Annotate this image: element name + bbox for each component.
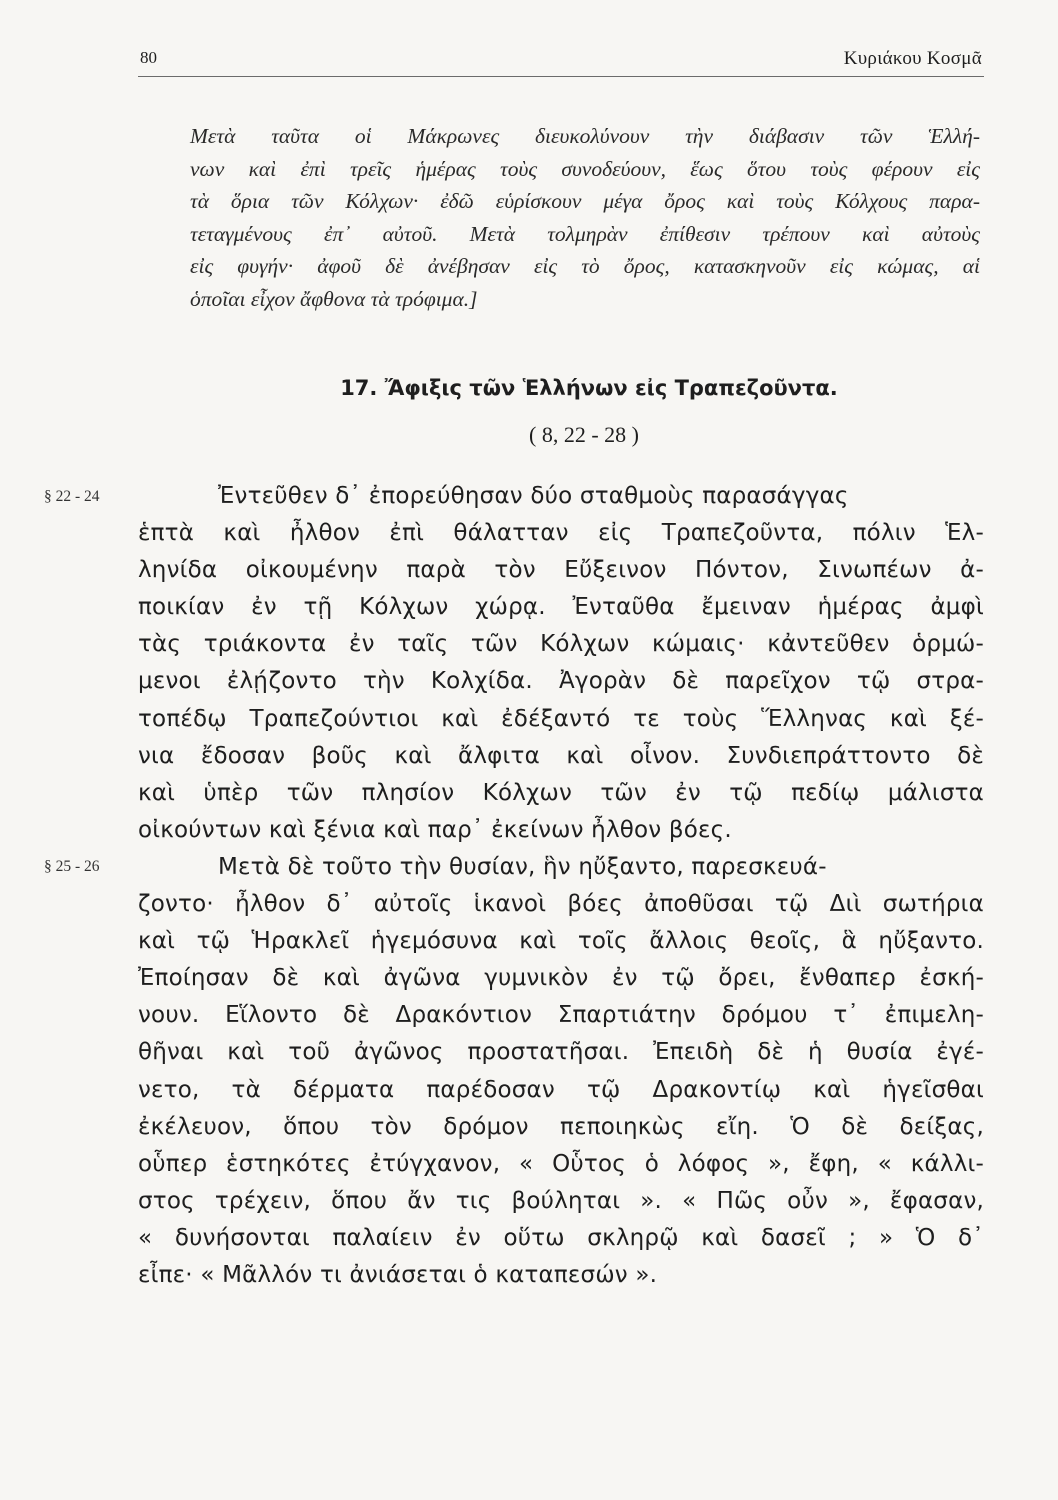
text-line: ληνίδα οἰκουμένην παρὰ τὸν Εὔξεινον Πόντον, Σινωπέων ἀ- [138,557,984,584]
summary-line: τὰ ὅρια τῶν Κόλχων· ἐδῶ εὑρίσκουν μέγα ὄρος καὶ τοὺς Κόλχους παρα- [190,189,980,214]
text-line: καὶ ὑπὲρ τῶν πλησίον Κόλχων τῶν ἐν τῷ πεδίῳ μάλιστα [138,779,984,806]
summary-italic-paragraph [190,120,980,316]
paragraph-2 [138,849,984,1294]
margin-reference: § 25 - 26 [44,858,100,875]
text-line: θῆναι καὶ τοῦ ἀγῶνος προστατῆσαι. Ἐπειδὴ δὲ ἡ θυσία ἐγέ- [138,1039,984,1066]
page-number: 80 [140,48,157,67]
text-line: νουν. Εἵλοντο δὲ Δρακόντιον Σπαρτιάτην δρόμου τ᾽ ἐπιμελη- [138,1002,984,1029]
text-line: νετο, τὰ δέρματα παρέδοσαν τῷ Δρακοντίῳ καὶ ἡγεῖσθαι [138,1076,984,1103]
text-line: καὶ τῷ Ἡρακλεῖ ἡγεμόσυνα καὶ τοῖς ἄλλοις θεοῖς, ἃ ηὔξαντο. [138,928,984,955]
text-line: οἰκούντων καὶ ξένια καὶ παρ᾽ ἐκείνων ἦλθον βόες. [138,816,732,843]
text-line: ζοντο· ἦλθον δ᾽ αὐτοῖς ἱκανοὶ βόες ἀποθῦσαι τῷ Διὶ σωτήρια [138,891,984,918]
text-line: Ἐποίησαν δὲ καὶ ἀγῶνα γυμνικὸν ἐν τῷ ὄρει, ἔνθαπερ ἐσκή- [138,965,984,992]
text-line: ἑπτὰ καὶ ἦλθον ἐπὶ θάλατταν εἰς Τραπεζοῦντα, πόλιν Ἑλ- [138,520,984,547]
summary-line: εἰς φυγήν· ἀφοῦ δὲ ἀνέβησαν εἰς τὸ ὄρος, κατασκηνοῦν εἰς κώμας, αἱ [190,254,980,279]
text-line: ἐκέλευον, ὅπου τὸν δρόμον πεποιηκὼς εἴη. Ὁ δὲ δείξας, [138,1113,984,1140]
text-line: Ἐντεῦθεν δ᾽ ἐπορεύθησαν δύο σταθμοὺς παρασάγγας [218,483,849,509]
text-line: τὰς τριάκοντα ἐν ταῖς τῶν Κόλχων κώμαις· κἀντεῦθεν ὁρμώ- [138,631,984,658]
text-line: Μετὰ δὲ τοῦτο τὴν θυσίαν, ἣν ηὔξαντο, παρεσκευά- [218,854,827,880]
summary-line: νων καὶ ἐπὶ τρεῖς ἡμέρας τοὺς συνοδεύουν, ἕως ὅτου τοὺς φέρουν εἰς [190,156,980,181]
running-head: Κυριάκου Κοσμᾶ [843,48,982,69]
page-header [138,46,984,77]
summary-line: ὁποῖαι εἶχον ἄφθονα τὰ τρόφιμα.] [190,286,478,311]
section-reference: ( 8, 22 - 28 ) [529,422,639,447]
text-line: « δυνήσονται παλαίειν ἐν οὕτω σκληρῷ καὶ δασεῖ ; » Ὁ δ᾽ [138,1224,984,1251]
text-line: εἶπε· « Μᾶλλόν τι ἀνιάσεται ὁ καταπεσών ». [138,1262,658,1289]
text-line: οὗπερ ἑστηκότες ἐτύγχανον, « Οὗτος ὁ λόφος », ἔφη, « κάλλι- [138,1150,984,1177]
text-line: στος τρέχειν, ὅπου ἄν τις βούληται ». « Πῶς οὖν », ἔφασαν, [138,1187,984,1214]
text-line: μενοι ἐλῄζοντο τὴν Κολχίδα. Ἀγορὰν δὲ παρεῖχον τῷ στρα- [138,668,984,695]
section-title: 17. Ἄφιξις τῶν Ἑλλήνων εἰς Τραπεζοῦντα. [340,376,838,400]
text-line: ποικίαν ἐν τῇ Κόλχων χώρᾳ. Ἐνταῦθα ἔμειναν ἡμέρας ἀμφὶ [138,594,984,621]
paragraph-1 [138,478,984,849]
summary-line: τεταγμένους ἐπ᾽ αὐτοῦ. Μετὰ τολμηρὰν ἐπίθεσιν τρέπουν καὶ αὐτοὺς [190,221,980,246]
summary-line: Μετὰ ταῦτα οἱ Μάκρωνες διευκολύνουν τὴν διάβασιν τῶν Ἑλλή- [190,124,980,148]
text-line: τοπέδῳ Τραπεζούντιοι καὶ ἐδέξαντό τε τοὺς Ἕλληνας καὶ ξέ- [138,705,984,732]
text-line: νια ἔδοσαν βοῦς καὶ ἄλφιτα καὶ οἶνον. Συνδιεπράττοντο δὲ [138,742,984,769]
margin-reference: § 22 - 24 [44,488,100,505]
